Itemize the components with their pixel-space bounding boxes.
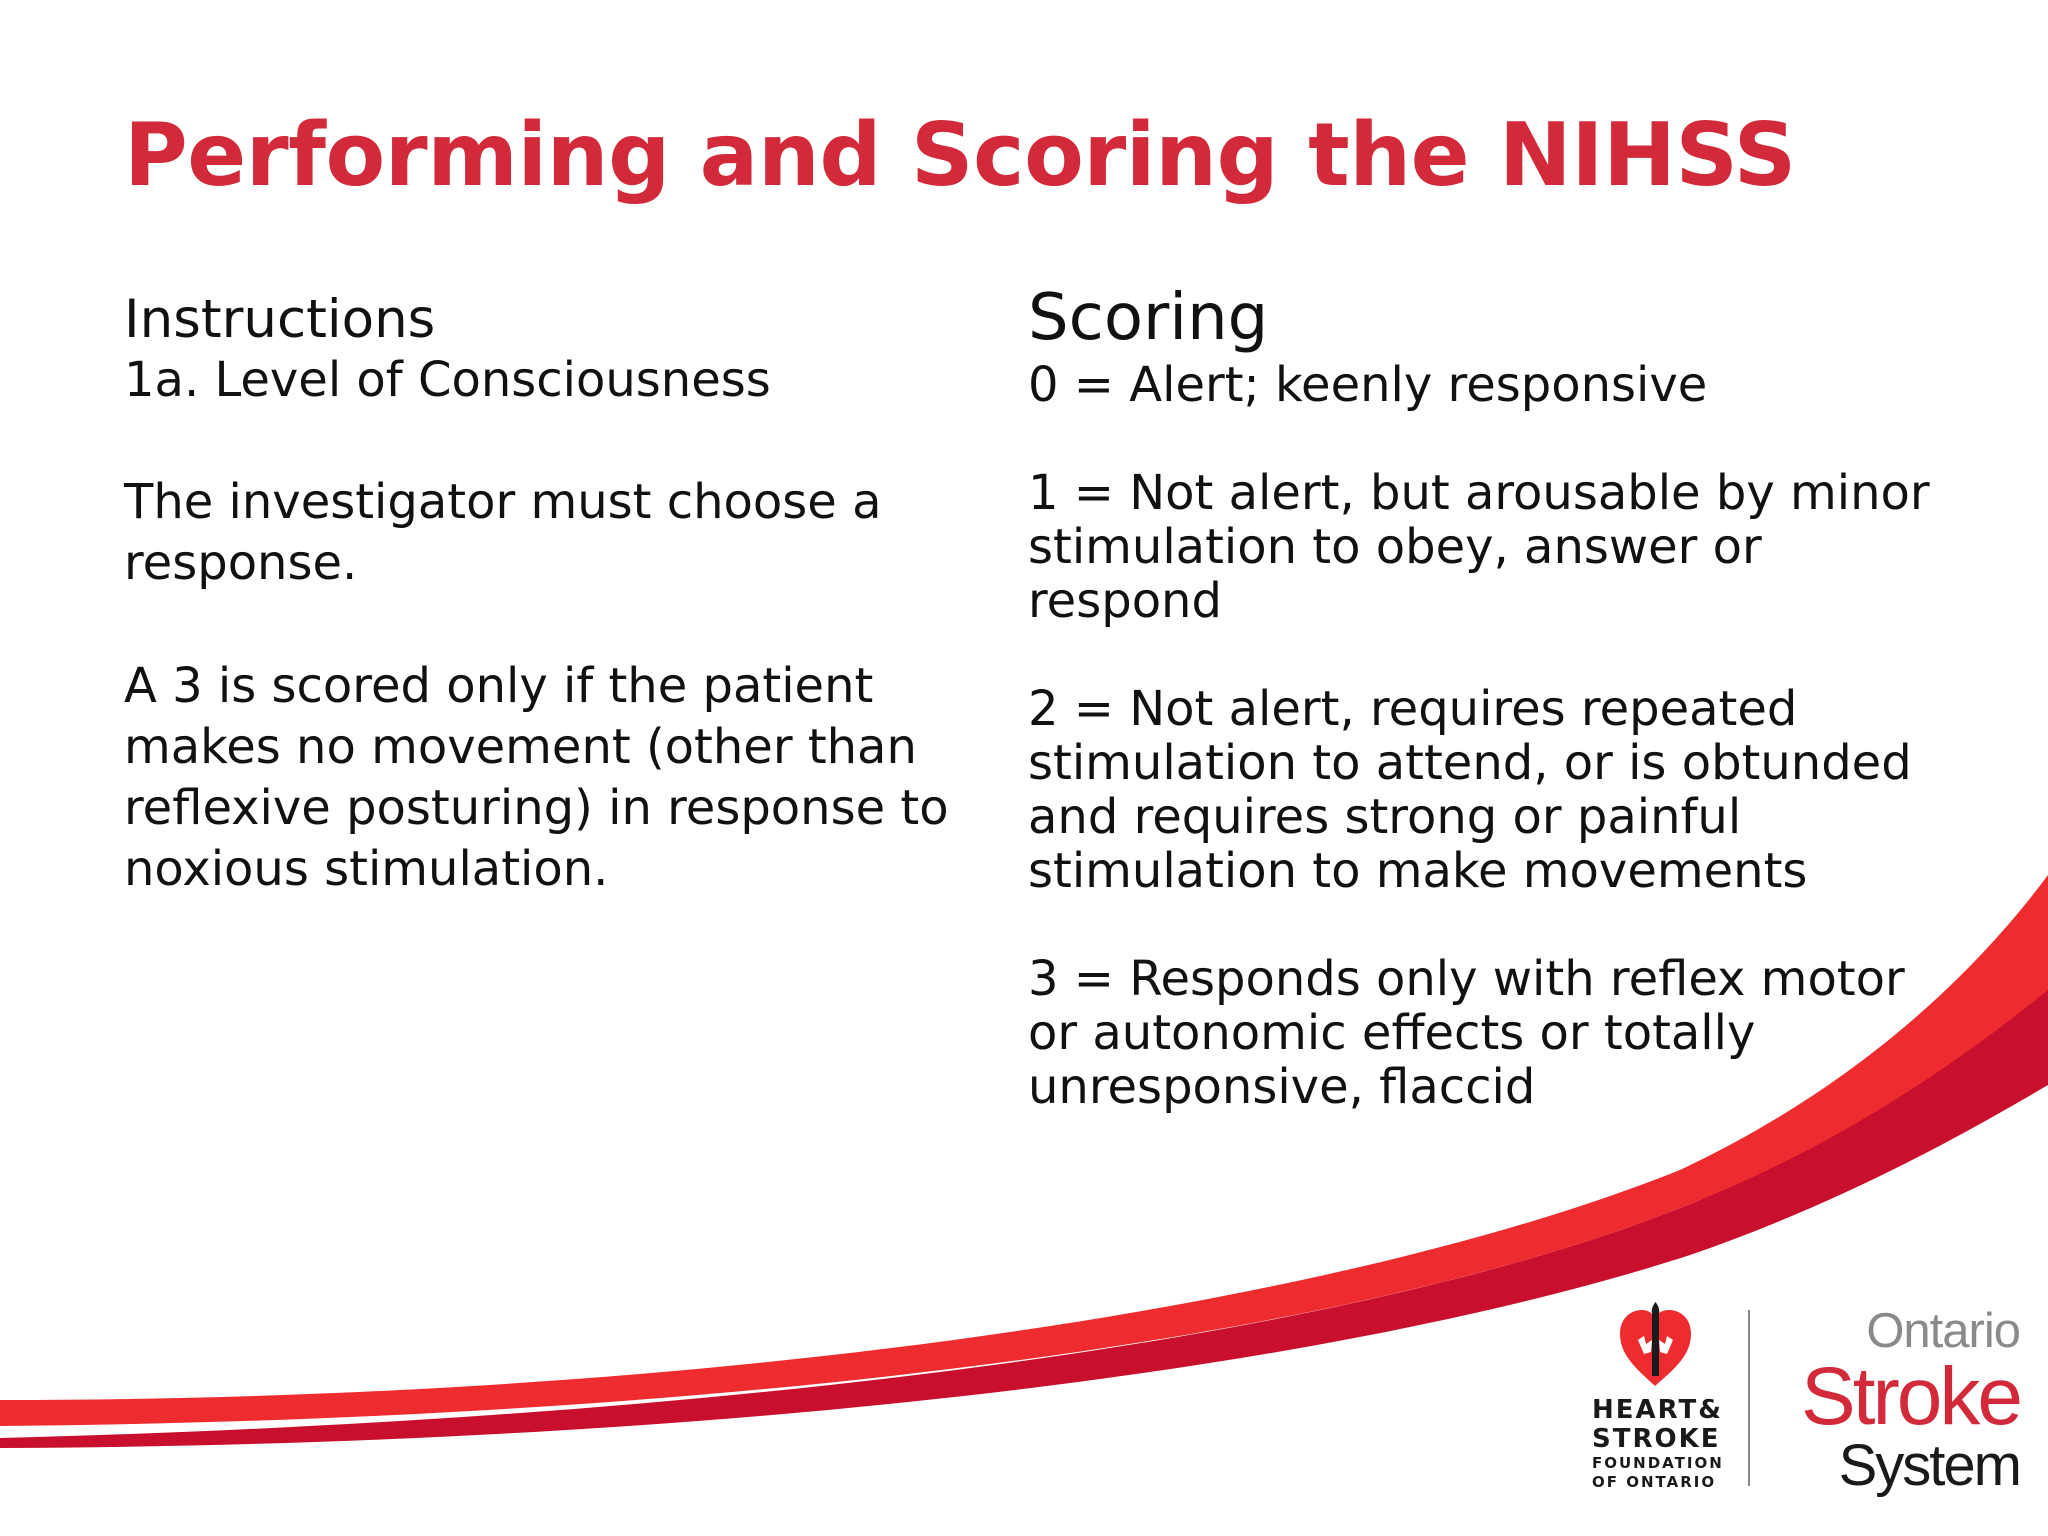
instructions-paragraph: The investigator must choose a response. [124, 474, 882, 591]
score-item-0: 0 = Alert; keenly responsive [1028, 357, 1708, 413]
score-item-2: 2 = Not alert, requires repeated stimulation to attend, or is obtunded and requires strong or painful stimulation to make movements [1028, 681, 1912, 899]
oss-system-text: System [1838, 1433, 2020, 1498]
scoring-heading: Scoring [1028, 281, 1269, 355]
oss-stroke-text: Stroke [1801, 1351, 2020, 1442]
instructions-paragraph: A 3 is scored only if the patient makes no movement (other than reflexive posturing) in response to noxious stimulation. [124, 658, 949, 897]
ontario-stroke-system-logo [1770, 1304, 2020, 1496]
hsf-wordmark [1592, 1396, 1724, 1492]
hsf-line-3: FOUNDATION [1592, 1454, 1724, 1472]
heart-and-stroke-logo [1588, 1300, 1724, 1491]
oss-ontario-text: Ontario [1866, 1304, 2020, 1358]
slide-title: Performing and Scoring the NIHSS [124, 104, 1796, 206]
hsf-line-4: OF ONTARIO [1592, 1473, 1717, 1491]
score-item-3: 3 = Responds only with reflex motor or autonomic effects or totally unresponsive, flaccid [1028, 951, 1905, 1115]
hsf-line-2: STROKE [1592, 1424, 1721, 1454]
instructions-item-title: 1a. Level of Consciousness [124, 352, 771, 408]
logo-divider [1748, 1310, 1750, 1486]
instructions-column [124, 290, 974, 900]
heart-torch-icon [1618, 1300, 1693, 1390]
hsf-line-1: HEART& [1592, 1395, 1723, 1425]
instructions-heading: Instructions [124, 289, 436, 350]
scoring-column [1028, 281, 1948, 1115]
score-item-1: 1 = Not alert, but arousable by minor stimulation to obey, answer or respond [1028, 465, 1930, 629]
